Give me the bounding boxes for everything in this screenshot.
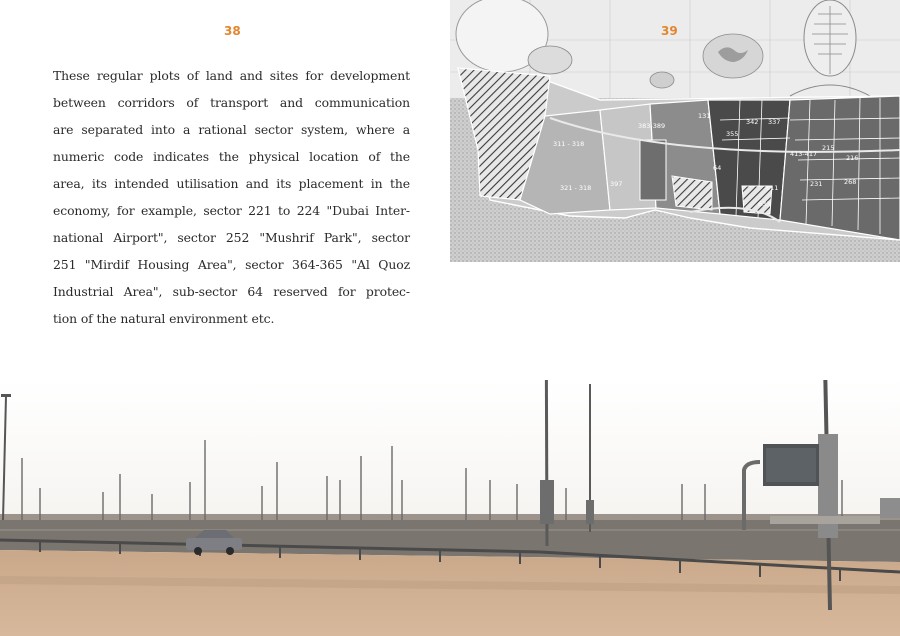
body-line: national Airport", sector 252 "Mushrif Park", sector — [53, 230, 410, 245]
body-line: economy, for example, sector 221 to 224 "Dubai Inter- — [53, 203, 410, 218]
highway-photo — [0, 380, 900, 636]
map-label: 611 — [766, 184, 779, 192]
map-label: 397 — [610, 180, 623, 188]
page-number-left: 38 — [224, 24, 241, 38]
map-label: 131 — [698, 112, 711, 120]
map-label: 355 — [726, 130, 739, 138]
body-line: between corridors of transport and communication — [53, 95, 410, 110]
sector-map-graphic — [450, 0, 900, 262]
body-line: 251 "Mirdif Housing Area", sector 364-365 "Al Quoz — [53, 257, 410, 272]
body-paragraph — [53, 62, 410, 332]
body-line: Industrial Area", sub-sector 64 reserved for protec- — [53, 284, 410, 299]
body-line: are separated into a rational sector system, where a — [53, 122, 410, 137]
map-label: 268 — [844, 178, 857, 186]
sector-map — [450, 0, 900, 262]
map-label: 633 — [758, 200, 771, 208]
body-line: area, its intended utilisation and its placement in the — [53, 176, 410, 191]
map-label: 64 — [713, 164, 722, 172]
body-line: These regular plots of land and sites for development — [53, 68, 410, 83]
map-label: 413-417 — [790, 150, 818, 158]
body-line: numeric code indicates the physical location of the — [53, 149, 410, 164]
map-label: 321 - 318 — [560, 184, 592, 192]
map-label: 215 — [822, 144, 835, 152]
map-label: 216 — [846, 154, 859, 162]
map-label: 383-389 — [638, 122, 666, 130]
map-label: 231 — [810, 180, 823, 188]
page-number-right: 39 — [661, 24, 678, 38]
map-label: 337 — [768, 118, 781, 126]
map-label: 342 — [746, 118, 759, 126]
body-line: tion of the natural environment etc. — [53, 311, 275, 326]
map-label: 311 - 318 — [553, 140, 585, 148]
